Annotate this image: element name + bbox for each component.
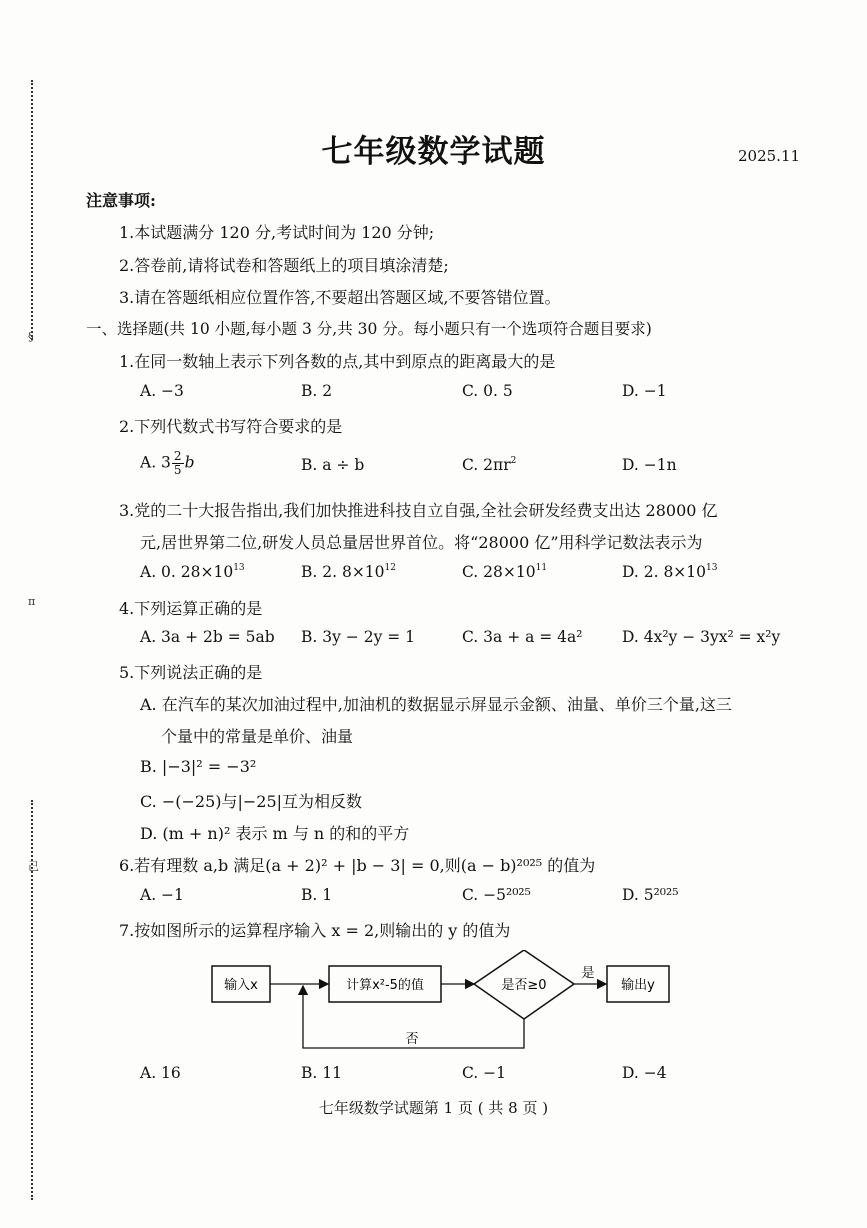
- q2-option-a-variable: b: [184, 453, 195, 472]
- q4-option-d: D. 4x²y − 3yx² = x²y: [622, 628, 781, 646]
- superscript: 11: [535, 563, 548, 573]
- q5-option-a-line-2: 个量中的常量是单价、油量: [161, 727, 354, 746]
- q5-option-a-line-1: A. 在汽车的某次加油过程中,加油机的数据显示屏显示金额、油量、单价三个量,这三: [140, 695, 732, 714]
- flow-yes-label: 是: [581, 966, 595, 981]
- flow-output-label: 输出y: [621, 978, 655, 993]
- q1-option-a: A. −3: [140, 382, 184, 400]
- q6-option-a: A. −1: [140, 886, 184, 904]
- question-1-stem: 1.在同一数轴上表示下列各数的点,其中到原点的距离最大的是: [119, 352, 556, 371]
- flow-input-label: 输入x: [224, 978, 258, 993]
- superscript: 13: [706, 563, 718, 573]
- page-title: 七年级数学试题: [321, 134, 546, 170]
- q1-option-b: B. 2: [301, 382, 333, 400]
- notice-item: 3.请在答题纸相应位置作答,不要超出答题区域,不要答错位置。: [119, 288, 561, 307]
- q3-option-c: [462, 563, 547, 581]
- flowchart: [200, 950, 690, 1065]
- fraction: [172, 450, 184, 477]
- question-5-stem: 5.下列说法正确的是: [119, 663, 263, 682]
- q2-option-a-prefix: A. 3: [140, 453, 171, 472]
- q6-option-c: C. −5²⁰²⁵: [462, 886, 531, 904]
- q3-option-d-text: D. 2. 8×10: [622, 563, 707, 581]
- q2-option-c-text: C. 2πr: [462, 456, 511, 474]
- question-2-stem: 2.下列代数式书写符合要求的是: [119, 417, 343, 436]
- q7-option-b: B. 11: [301, 1064, 342, 1082]
- notice-heading: 注意事项:: [86, 191, 156, 210]
- q3-option-b: [301, 563, 396, 581]
- q6-option-b: B. 1: [301, 886, 333, 904]
- notice-item: 1.本试题满分 120 分,考试时间为 120 分钟;: [119, 223, 435, 242]
- page-footer: 七年级数学试题第 1 页 ( 共 8 页 ): [318, 1099, 549, 1117]
- exam-date: 2025.11: [738, 147, 801, 165]
- q3-option-c-text: C. 28×10: [462, 563, 536, 581]
- q7-option-a: A. 16: [140, 1064, 181, 1082]
- flow-no-label: 否: [405, 1032, 419, 1047]
- binding-dotted-line-top: [31, 80, 35, 340]
- superscript: 13: [233, 563, 245, 573]
- q2-option-a: [140, 450, 195, 477]
- question-3-line-1: 3.党的二十大报告指出,我们加快推进科技自立自强,全社会研发经费支出达 28000 亿: [119, 501, 718, 520]
- q5-option-c: C. −(−25)与|−25|互为相反数: [140, 792, 363, 811]
- binding-mark: 己: [28, 860, 39, 873]
- q5-option-b: B. |−3|² = −3²: [140, 757, 257, 776]
- binding-mark: π: [28, 595, 36, 608]
- q1-option-d: D. −1: [622, 382, 667, 400]
- question-4-stem: 4.下列运算正确的是: [119, 599, 263, 618]
- superscript: 2: [510, 456, 517, 466]
- q3-option-a-text: A. 0. 28×10: [140, 563, 234, 581]
- section-heading: 一、选择题(共 10 小题,每小题 3 分,共 30 分。每小题只有一个选项符合题目要求): [86, 320, 652, 338]
- q4-option-a: A. 3a + 2b = 5ab: [140, 628, 275, 646]
- binding-mark: §: [28, 330, 34, 343]
- q3-option-a: [140, 563, 245, 581]
- q2-option-d: D. −1n: [622, 456, 677, 474]
- flow-decision-label: 是否≥0: [501, 978, 547, 993]
- question-7-stem: 7.按如图所示的运算程序输入 x = 2,则输出的 y 的值为: [119, 921, 511, 940]
- q3-option-b-text: B. 2. 8×10: [301, 563, 385, 581]
- notice-item: 2.答卷前,请将试卷和答题纸上的项目填涂清楚;: [119, 256, 449, 275]
- fraction-denominator: 5: [173, 463, 182, 477]
- question-6-stem: 6.若有理数 a,b 满足(a + 2)² + |b − 3| = 0,则(a − b)²⁰²⁵ 的值为: [119, 856, 596, 875]
- q1-option-c: C. 0. 5: [462, 382, 513, 400]
- flow-compute-label: 计算x²-5的值: [346, 978, 424, 993]
- q6-option-d: D. 5²⁰²⁵: [622, 886, 679, 904]
- q3-option-d: [622, 563, 717, 581]
- superscript: 12: [384, 563, 396, 573]
- q4-option-c: C. 3a + a = 4a²: [462, 628, 583, 646]
- q5-option-d: D. (m + n)² 表示 m 与 n 的和的平方: [140, 824, 410, 843]
- q2-option-b: B. a ÷ b: [301, 456, 365, 474]
- q2-option-c: [462, 456, 516, 474]
- question-3-line-2: 元,居世界第二位,研发人员总量居世界首位。将“28000 亿”用科学记数法表示为: [140, 533, 703, 552]
- fraction-numerator: 2: [173, 449, 182, 463]
- q7-option-d: D. −4: [622, 1064, 667, 1082]
- q7-option-c: C. −1: [462, 1064, 507, 1082]
- q4-option-b: B. 3y − 2y = 1: [301, 628, 416, 646]
